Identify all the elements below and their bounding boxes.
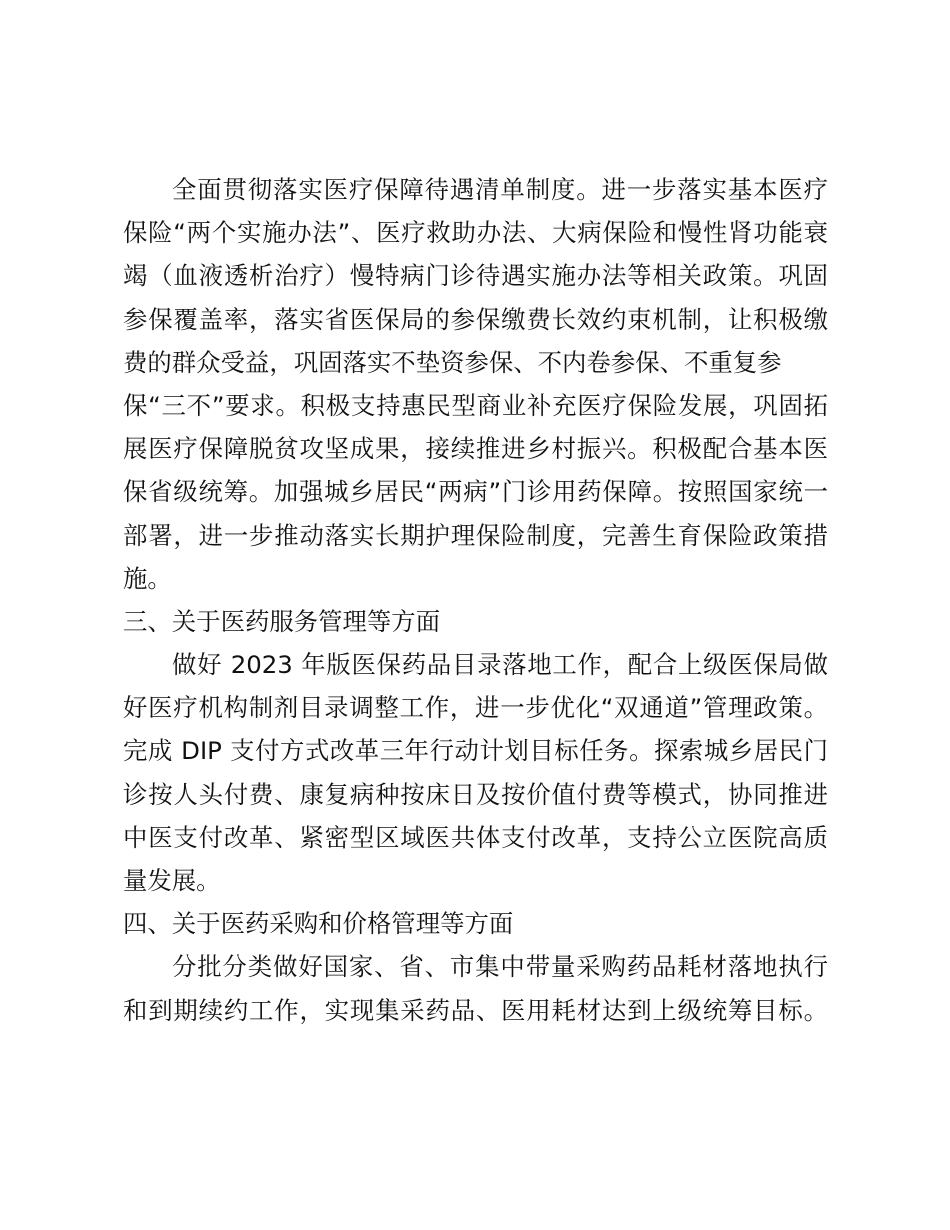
text-line: 部署，进一步推动落实长期护理保险制度，完善生育保险政策措 <box>123 520 828 550</box>
text-line: 竭（血液透析治疗）慢特病门诊待遇实施办法等相关政策。巩固 <box>123 261 828 291</box>
text-line: 做好 2023 年版医保药品目录落地工作，配合上级医保局做 <box>172 650 828 680</box>
document-body <box>123 168 828 1032</box>
text-line: 全面贯彻落实医疗保障待遇清单制度。进一步落实基本医疗 <box>172 175 828 204</box>
text-line: 保省级统筹。加强城乡居民“两病”门诊用药保障。按照国家统一 <box>123 477 828 507</box>
text-line: 诊按人头付费、康复病种按床日及按价值付费等模式，协同推进 <box>123 779 828 809</box>
text-line: 好医疗机构制剂目录调整工作，进一步优化“双通道”管理政策。 <box>123 693 828 723</box>
paragraph-benefits-policy <box>123 168 828 600</box>
text-line: 完成 DIP 支付方式改革三年行动计划目标任务。探索城乡居民门 <box>123 736 828 766</box>
text-line: 展医疗保障脱贫攻坚成果，接续推进乡村振兴。积极配合基本医 <box>123 434 828 464</box>
paragraph-procurement <box>123 945 828 1031</box>
text-line: 参保覆盖率，落实省医保局的参保缴费长效约束机制，让积极缴 <box>123 304 828 334</box>
text-line: 施。 <box>123 563 172 593</box>
text-line: 保“三不”要求。积极支持惠民型商业补充医疗保险发展，巩固拓 <box>123 390 828 420</box>
text-line: 中医支付改革、紧密型区域医共体支付改革，支持公立医院高质 <box>123 822 828 852</box>
section-heading-4: 四、关于医药采购和价格管理等方面 <box>123 909 514 939</box>
text-line: 分批分类做好国家、省、市集中带量采购药品耗材落地执行 <box>172 952 828 982</box>
paragraph-medical-services <box>123 643 828 902</box>
section-heading-3: 三、关于医药服务管理等方面 <box>123 606 441 636</box>
text-line: 保险“两个实施办法”、医疗救助办法、大病保险和慢性肾功能衰 <box>123 218 828 248</box>
text-line: 费的群众受益，巩固落实不垫资参保、不内卷参保、不重复参 <box>123 347 782 377</box>
text-line: 和到期续约工作，实现集采药品、医用耗材达到上级统筹目标。 <box>123 995 828 1025</box>
text-line: 量发展。 <box>123 866 221 895</box>
